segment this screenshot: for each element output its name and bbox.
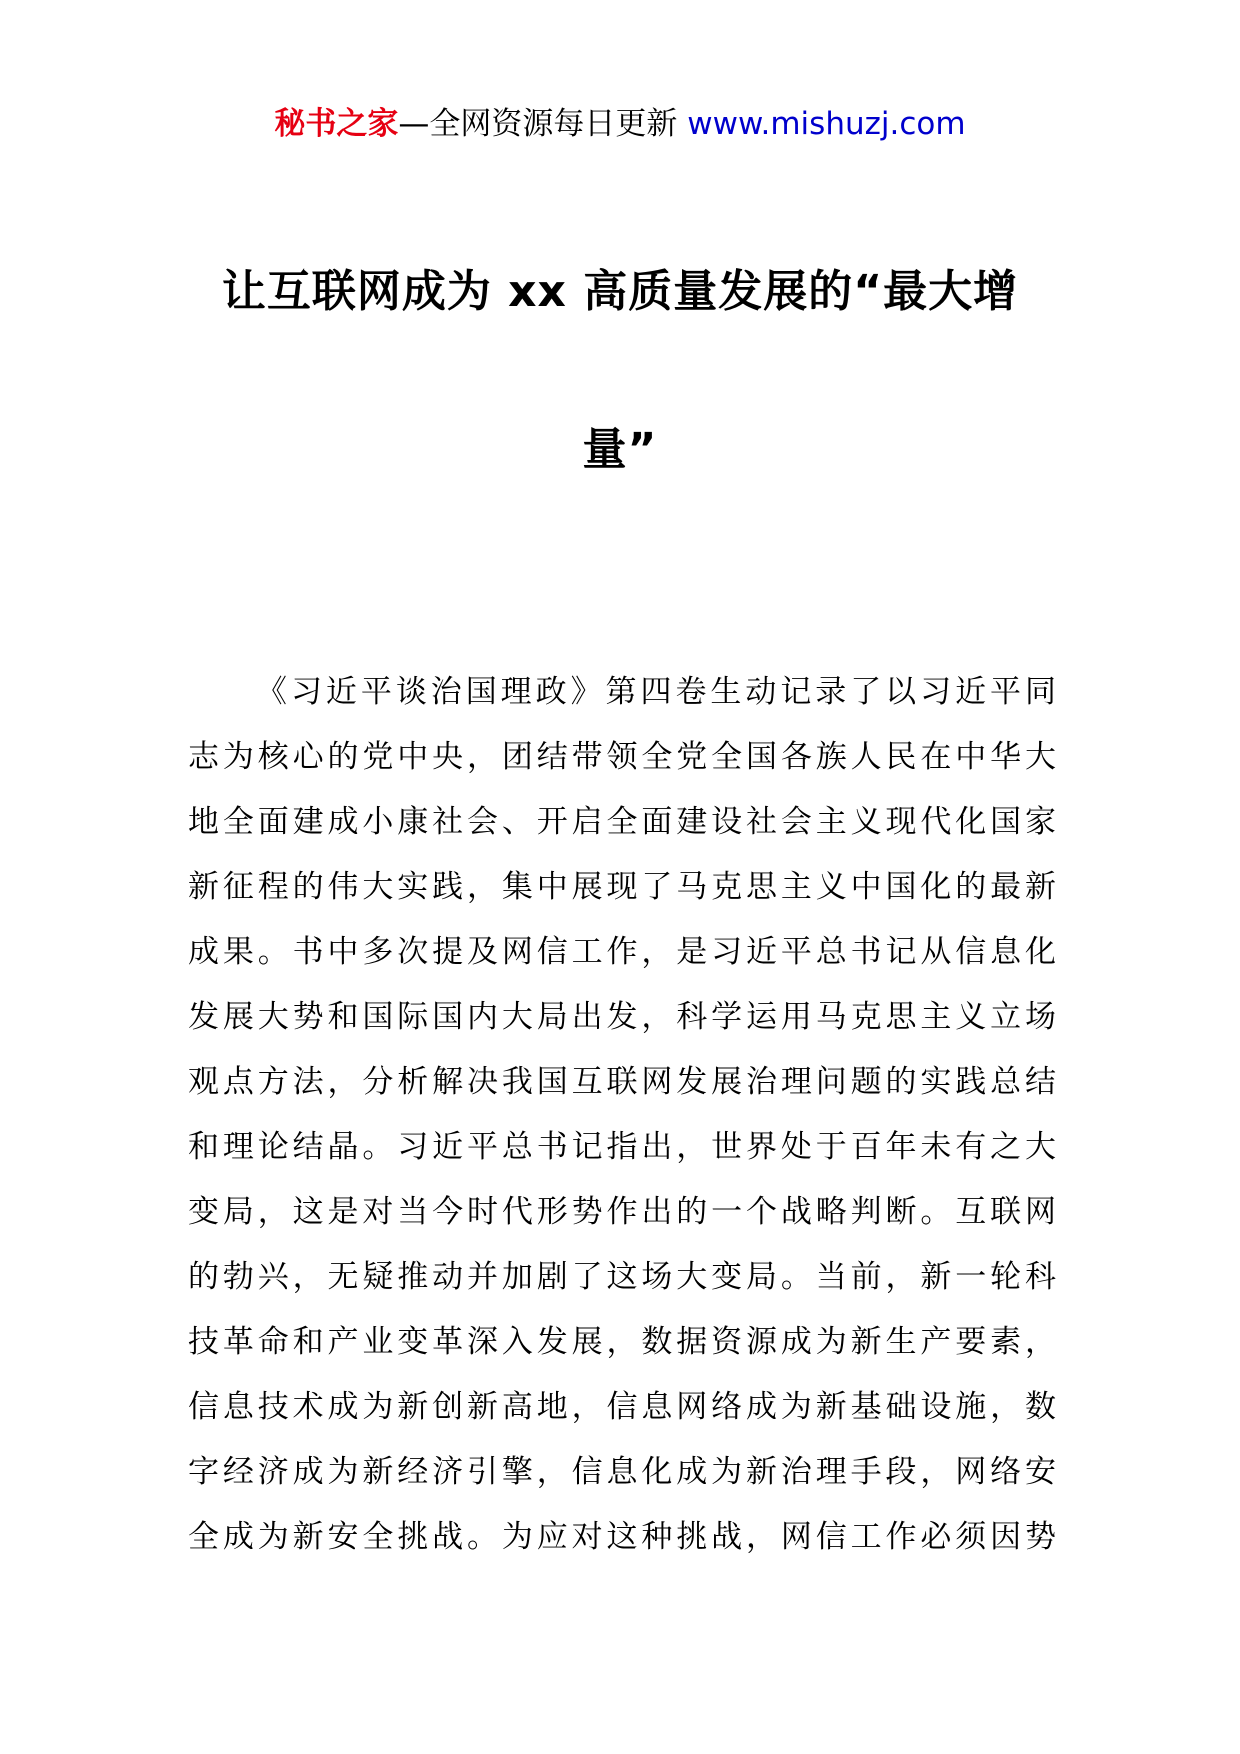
- body-line: 新征程的伟大实践，集中展现了马克思主义中国化的最新: [188, 869, 1056, 905]
- document-title-line-1: 让互联网成为 xx 高质量发展的“最大增: [221, 266, 1019, 317]
- body-line: 和理论结晶。习近平总书记指出，世界处于百年未有之大: [188, 1129, 1056, 1165]
- header-tagline: —全网资源每日更新: [398, 106, 688, 142]
- body-line: 技革命和产业变革深入发展，数据资源成为新生产要素，: [188, 1324, 1056, 1360]
- body-line: 发展大势和国际国内大局出发，科学运用马克思主义立场: [188, 999, 1056, 1035]
- body-line: 的勃兴，无疑推动并加剧了这场大变局。当前，新一轮科: [188, 1259, 1056, 1295]
- body-line: 志为核心的党中央，团结带领全党全国各族人民在中华大: [188, 739, 1056, 775]
- body-line: 成果。书中多次提及网信工作，是习近平总书记从信息化: [188, 934, 1056, 970]
- body-line: 观点方法，分析解决我国互联网发展治理问题的实践总结: [188, 1064, 1056, 1100]
- body-line: 变局，这是对当今时代形势作出的一个战略判断。互联网: [188, 1194, 1056, 1230]
- body-line: 地全面建成小康社会、开启全面建设社会主义现代化国家: [188, 804, 1056, 840]
- body-line: 全成为新安全挑战。为应对这种挑战，网信工作必须因势: [188, 1519, 1056, 1555]
- site-header: [0, 100, 1240, 148]
- site-url-link[interactable]: www.mishuzj.com: [687, 106, 966, 142]
- body-line: 信息技术成为新创新高地，信息网络成为新基础设施，数: [188, 1389, 1056, 1425]
- body-line: 字经济成为新经济引擎，信息化成为新治理手段，网络安: [188, 1454, 1056, 1490]
- brand-name: 秘书之家: [274, 106, 399, 142]
- document-title-line-2: 量”: [582, 424, 658, 475]
- body-paragraph: [188, 660, 1056, 1570]
- body-line: 《习近平谈治国理政》第四卷生动记录了以习近平同: [256, 674, 1056, 710]
